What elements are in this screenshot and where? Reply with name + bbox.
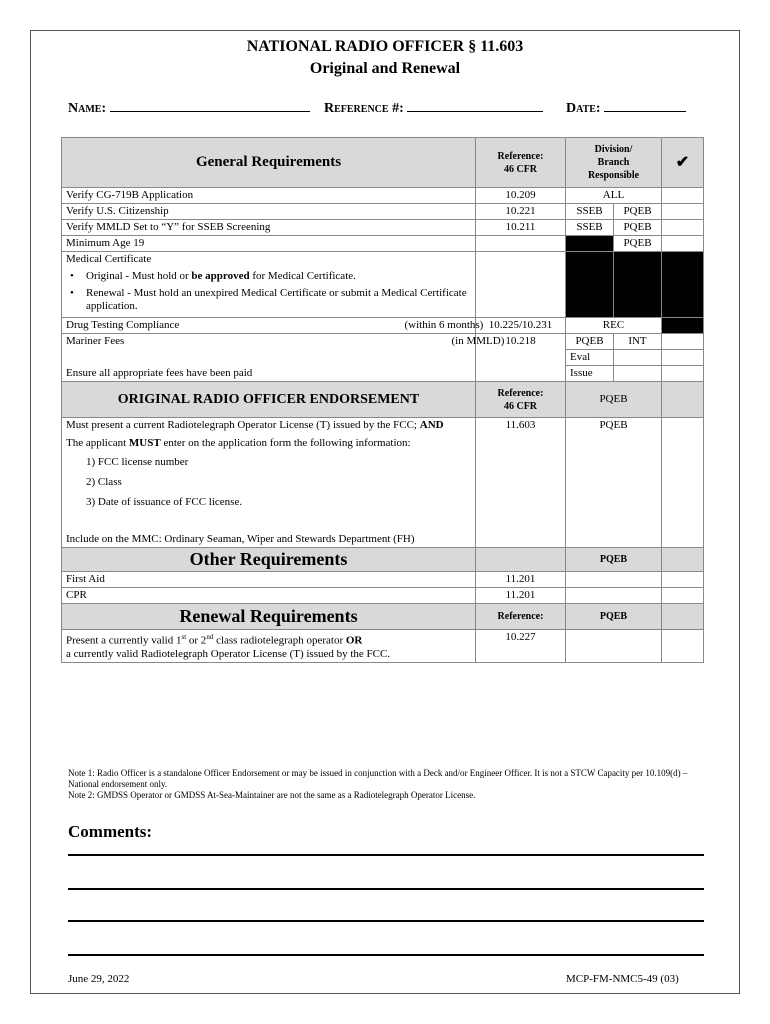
renewal-heading: Renewal Requirements — [62, 604, 476, 630]
general-ref-header: Reference: 46 CFR — [476, 138, 566, 188]
check-cell[interactable] — [662, 572, 704, 588]
table-row — [62, 252, 704, 318]
table-row — [62, 588, 704, 604]
original-heading: ORIGINAL RADIO OFFICER ENDORSEMENT — [62, 382, 476, 418]
row-division-1: PQEB — [566, 334, 614, 350]
table-row — [62, 350, 704, 366]
row-ref — [476, 236, 566, 252]
blacked-out-cell — [614, 252, 662, 318]
note-1: Note 1: Radio Officer is a standalone Officer Endorsement or may be issued in conjunction with a Deck and/or Engineer Officer. It is not a STCW Capacity per 10.109(d) – National endorsement only. — [68, 768, 688, 789]
row-note: (within 6 months) — [404, 319, 484, 331]
row-ref: 10.225/10.231 — [476, 318, 566, 334]
row-ref: 10.209 — [476, 188, 566, 204]
row-ref: 10.211 — [476, 220, 566, 236]
reference-label: Reference #: — [324, 101, 404, 116]
original-header-row — [62, 382, 704, 418]
other-header-row — [62, 548, 704, 572]
row-label: Drug Testing Compliance — [66, 319, 180, 331]
division-header: Division/ Branch Responsible — [566, 138, 662, 188]
check-cell[interactable] — [662, 588, 704, 604]
date-field[interactable] — [566, 99, 686, 117]
notes — [68, 768, 708, 801]
blacked-out-cell — [566, 236, 614, 252]
renewal-header-row — [62, 604, 704, 630]
drug-cell — [62, 318, 484, 334]
requirements-table — [61, 137, 704, 663]
row-ref: 11.201 — [476, 588, 566, 604]
reference-field[interactable] — [324, 99, 543, 117]
row-division-1: SSEB — [566, 204, 614, 220]
row-division-2: PQEB — [614, 204, 662, 220]
name-blank[interactable] — [110, 99, 310, 112]
row-division-1: SSEB — [566, 220, 614, 236]
blacked-out-cell — [662, 318, 704, 334]
check-column-header: ✔ — [662, 138, 704, 188]
renewal-requirement: Present a currently valid 1st or 2nd class radiotelegraph operator OR a currently valid Radiotelegraph Operator License (T) issued by the FCC. — [62, 630, 476, 663]
note-2: Note 2: GMDSS Operator or GMDSS At-Sea-Maintainer are not the same as a Radiotelegraph Operator License. — [68, 790, 476, 800]
row-division-2: INT — [614, 334, 662, 350]
table-row — [62, 418, 704, 548]
comments-label: Comments: — [68, 822, 153, 841]
row-label: Mariner Fees — [66, 335, 125, 347]
include-on-mmc: Include on the MMC: Ordinary Seaman, Wiper and Stewards Department (FH) — [66, 533, 415, 545]
medical-bullet-renewal: • Renewal - Must hold an unexpired Medical Certificate or submit a Medical Certificate application. — [66, 287, 471, 313]
row-division-2: PQEB — [614, 220, 662, 236]
table-row — [62, 236, 704, 252]
row-division: PQEB — [566, 418, 662, 548]
original-ref-header: Reference: 46 CFR — [476, 382, 566, 418]
table-row — [62, 188, 704, 204]
table-row — [62, 318, 704, 334]
row-label: Verify MMLD Set to “Y” for SSEB Screening — [62, 220, 476, 236]
row-label: Verify U.S. Citizenship — [62, 204, 476, 220]
row-label: First Aid — [62, 572, 476, 588]
row-label: Verify CG-719B Application — [62, 188, 476, 204]
general-header-row — [62, 138, 704, 188]
check-cell[interactable] — [662, 204, 704, 220]
check-cell[interactable] — [662, 188, 704, 204]
row-ref: 10.227 — [476, 630, 566, 663]
form-title: NATIONAL RADIO OFFICER § 11.603 — [246, 38, 524, 55]
row-ref: 11.201 — [476, 572, 566, 588]
comment-line[interactable] — [68, 854, 704, 856]
medical-bullet-original: • Original - Must hold or be approved for Medical Certificate. — [66, 270, 471, 283]
check-cell[interactable] — [662, 236, 704, 252]
list-item: 3) Date of issuance of FCC license. — [86, 496, 243, 508]
fees-ensure: Ensure all appropriate fees have been paid — [62, 366, 476, 382]
footer-form-id: MCP-FM-NMC5-49 (03) — [566, 973, 679, 985]
form-subtitle: Original and Renewal — [309, 60, 461, 77]
comment-line[interactable] — [68, 954, 704, 956]
renewal-ref-header: Reference: — [476, 604, 566, 630]
blacked-out-cell — [662, 252, 704, 318]
name-field[interactable] — [68, 99, 310, 117]
table-row — [62, 630, 704, 663]
table-row — [62, 366, 704, 382]
check-cell[interactable] — [662, 334, 704, 350]
row-label: Medical Certificate — [66, 253, 152, 265]
medical-cell — [62, 252, 476, 318]
other-division: PQEB — [566, 548, 662, 572]
row-division-2: PQEB — [614, 236, 662, 252]
reference-blank[interactable] — [407, 99, 543, 112]
date-blank[interactable] — [604, 99, 686, 112]
list-item: 2) Class — [86, 476, 122, 488]
name-label: Name: — [68, 101, 107, 116]
original-requirements-cell — [62, 418, 476, 548]
row-division: REC — [566, 318, 662, 334]
fees-eval-label: Eval — [566, 350, 614, 366]
footer-date: June 29, 2022 — [68, 973, 130, 985]
row-ref: 11.603 — [476, 418, 566, 548]
row-ref: 10.221 — [476, 204, 566, 220]
original-division: PQEB — [566, 382, 662, 418]
fees-issue-input[interactable] — [614, 366, 662, 382]
date-label: Date: — [566, 101, 601, 116]
fees-issue-label: Issue — [566, 366, 614, 382]
other-heading: Other Requirements — [62, 548, 476, 572]
check-cell[interactable] — [662, 418, 704, 548]
fees-eval-input[interactable] — [614, 350, 662, 366]
comment-line[interactable] — [68, 888, 704, 890]
comment-line[interactable] — [68, 920, 704, 922]
table-row — [62, 204, 704, 220]
original-requirement: Must present a current Radiotelegraph Operator License (T) issued by the FCC; AND — [66, 419, 444, 431]
check-cell[interactable] — [662, 630, 704, 663]
row-label: CPR — [62, 588, 476, 604]
check-cell[interactable] — [662, 350, 704, 366]
list-item: 1) FCC license number — [86, 456, 189, 468]
check-cell[interactable] — [662, 220, 704, 236]
table-row — [62, 572, 704, 588]
renewal-division: PQEB — [566, 604, 662, 630]
applicant-instruction: The applicant MUST enter on the application form the following information: — [66, 437, 411, 449]
row-ref — [476, 252, 566, 318]
row-ref: 10.218 — [476, 334, 566, 350]
row-division: ALL — [566, 188, 662, 204]
table-row — [62, 220, 704, 236]
fees-cell — [62, 334, 505, 350]
general-heading: General Requirements — [62, 138, 476, 188]
row-label: Minimum Age 19 — [62, 236, 476, 252]
row-note: (in MMLD) — [451, 335, 505, 347]
table-row — [62, 334, 704, 350]
check-cell[interactable] — [662, 366, 704, 382]
blacked-out-cell — [566, 252, 614, 318]
